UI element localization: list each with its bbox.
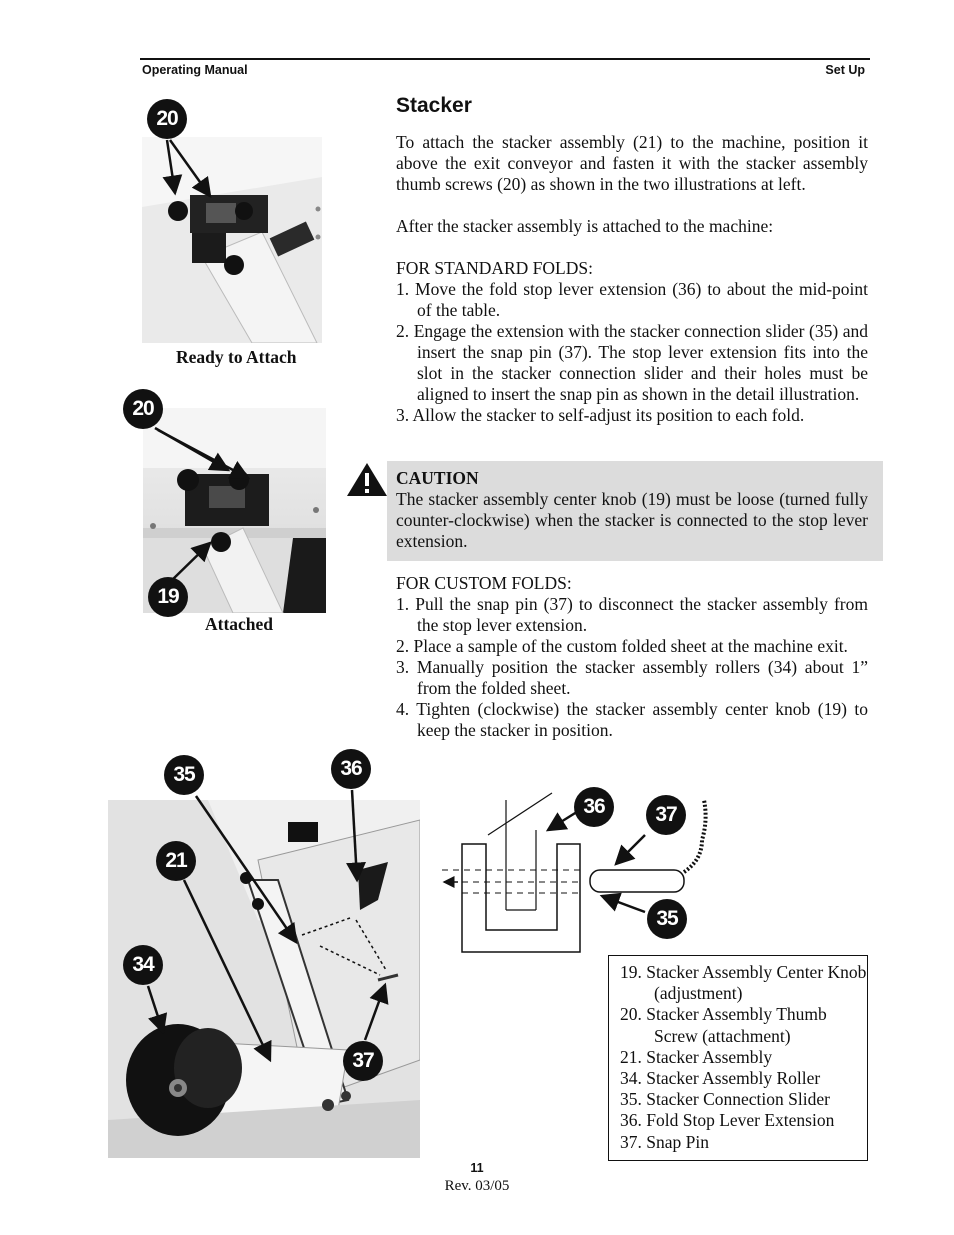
standard-step: 1. Move the fold stop lever extension (36) to about the mid-point of the table. <box>396 279 868 320</box>
legend-item: 19. Stacker Assembly Center Knob (adjustment) <box>620 962 867 1004</box>
callout-36-badge: 36 <box>331 749 371 789</box>
callout-20-badge: 20 <box>147 99 187 139</box>
callout-21-badge: 21 <box>156 841 196 881</box>
callout-36-badge: 36 <box>574 787 614 827</box>
legend-item: 37. Snap Pin <box>620 1131 709 1152</box>
callout-35-badge: 35 <box>647 899 687 939</box>
caution-heading: CAUTION <box>396 468 479 488</box>
standard-step: 3. Allow the stacker to self-adjust its position to each fold. <box>396 405 805 425</box>
custom-folds-heading: FOR CUSTOM FOLDS: <box>396 573 572 593</box>
callout-34-badge: 34 <box>123 945 163 985</box>
standard-step: 2. Engage the extension with the stacker connection slider (35) and insert the snap pin (37). The stop lever extension fits into the slot in the stacker connection slider and their holes must be aligned to insert the snap pin as shown in the detail illustration. <box>396 321 868 404</box>
custom-step: 1. Pull the snap pin (37) to disconnect the stacker assembly from the stop lever extension. <box>396 594 868 635</box>
custom-steps-list <box>396 594 868 741</box>
legend-item: 20. Stacker Assembly Thumb Screw (attachment) <box>620 1004 827 1046</box>
header-section: Set Up <box>825 63 865 77</box>
callout-19-badge: 19 <box>148 577 188 617</box>
callout-35-badge: 35 <box>164 755 204 795</box>
revision-date: Rev. 03/05 <box>444 1178 510 1194</box>
page-number: 11 <box>470 1161 484 1175</box>
standard-folds-section <box>396 258 868 426</box>
custom-step: 4. Tighten (clockwise) the stacker assembly center knob (19) to keep the stacker in position. <box>396 699 868 740</box>
section-title: Stacker <box>396 94 472 117</box>
intro-paragraph: To attach the stacker assembly (21) to the machine, position it above the exit conveyor and fasten it with the stacker assembly thumb screws (20) as shown in the two illustrations at left. <box>396 132 868 194</box>
caution-body: The stacker assembly center knob (19) must be loose (turned fully counter-clockwise) when the stacker is connected to the stop lever extension. <box>396 489 868 551</box>
legend-item: 34. Stacker Assembly Roller <box>620 1068 821 1089</box>
after-attach-paragraph: After the stacker assembly is attached to the machine: <box>396 216 774 236</box>
callout-37-badge: 37 <box>646 795 686 835</box>
ready-to-attach-caption: Ready to Attach <box>176 347 297 367</box>
legend-item: 21. Stacker Assembly <box>620 1046 773 1067</box>
standard-steps-list <box>396 279 868 426</box>
warning-triangle-icon <box>346 461 388 497</box>
legend-item: 36. Fold Stop Lever Extension <box>620 1110 835 1131</box>
custom-step: 3. Manually position the stacker assembly rollers (34) about 1” from the folded sheet. <box>396 657 868 698</box>
header-rule <box>140 58 870 60</box>
custom-step: 2. Place a sample of the custom folded sheet at the machine exit. <box>396 636 848 656</box>
legend-item: 35. Stacker Connection Slider <box>620 1089 830 1110</box>
callout-37-badge: 37 <box>343 1041 383 1081</box>
callout-20-badge: 20 <box>123 389 163 429</box>
ready-to-attach-photo <box>142 137 322 343</box>
custom-folds-section <box>396 573 868 741</box>
standard-folds-heading: FOR STANDARD FOLDS: <box>396 258 593 278</box>
header-manual-title: Operating Manual <box>142 63 248 77</box>
caution-text-block <box>396 468 868 552</box>
parts-legend <box>608 955 868 1161</box>
attached-caption: Attached <box>205 614 274 634</box>
